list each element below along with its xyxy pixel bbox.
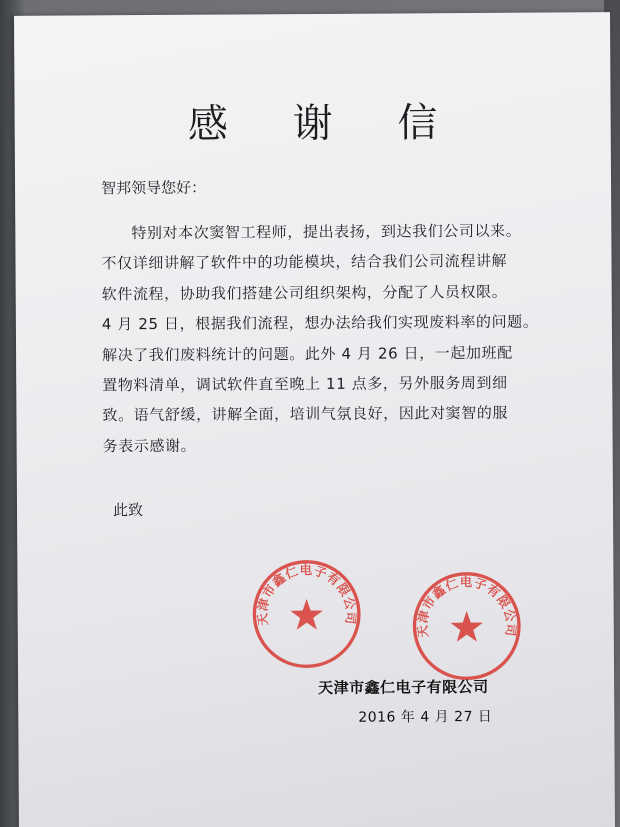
body-line: 软件流程，协助我们搭建公司组织架构，分配了人员权限。 (101, 282, 508, 304)
letter-title: 感 谢 信 (187, 100, 464, 148)
company-seal-icon (409, 569, 524, 684)
seal-text: 天津市鑫仁电子有限公司 (415, 575, 519, 639)
body-line: 解决了我们废料统计的问题。此外 4 月 26 日，一起加班配 (102, 343, 513, 364)
body-line: 特别对本次窦智工程师，提出表扬，到达我们公司以来。 (131, 221, 522, 243)
letter-page (14, 12, 615, 827)
body-line: 4 月 25 日，根据我们流程，想办法给我们实现废料率的问题。 (101, 312, 539, 334)
letter-salutation: 智邦领导您好： (101, 178, 207, 198)
body-line: 务表示感谢。 (102, 436, 197, 456)
letter-body (101, 215, 574, 461)
seal-text: 天津市鑫仁电子有限公司 (255, 563, 358, 627)
letter-closing: 此致 (112, 501, 144, 520)
letter-date: 2016 年 4 月 27 日 (358, 708, 493, 726)
company-seal-icon (249, 557, 364, 672)
body-line: 置物料清单，调试软件直至晚上 11 点多，另外服务周到细 (102, 373, 508, 395)
body-line: 致。语气舒缓，讲解全面，培训气氛良好，因此对窦智的服 (102, 404, 509, 425)
company-name: 天津市鑫仁电子有限公司 (318, 677, 489, 697)
body-line: 不仅详细讲解了软件中的功能模块，结合我们公司流程讲解 (101, 252, 508, 273)
